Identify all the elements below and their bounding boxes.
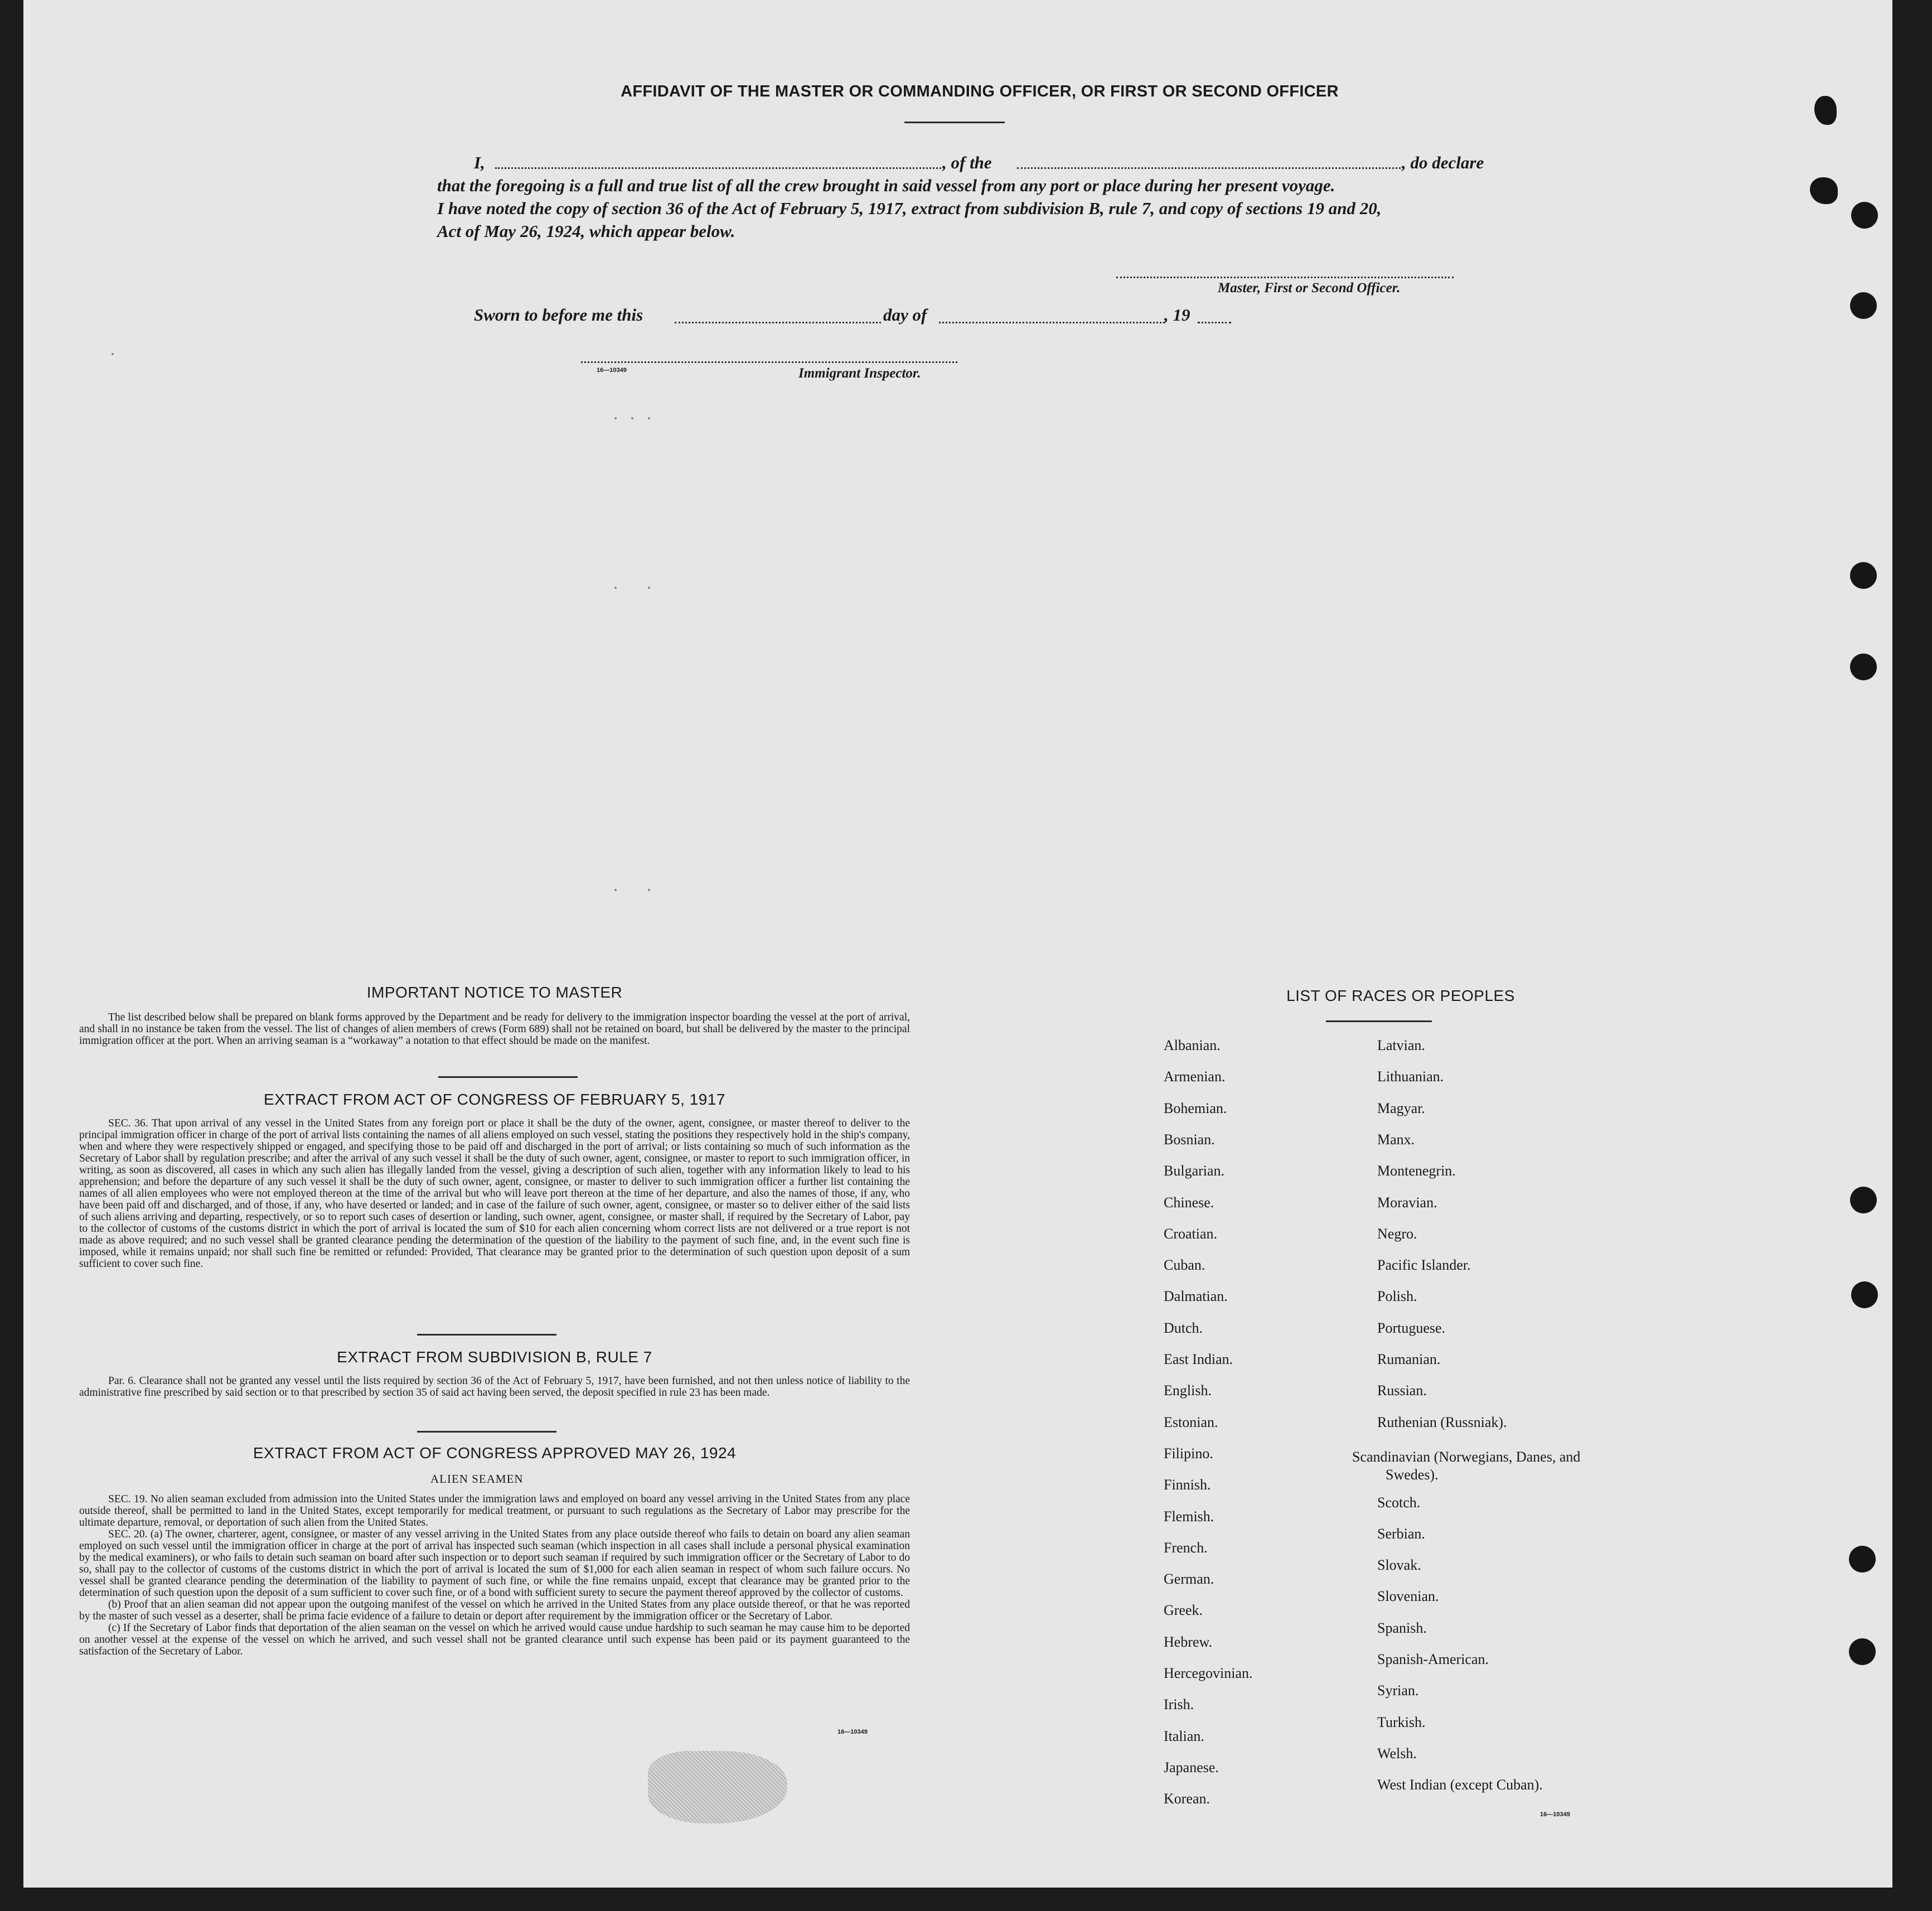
rule-7-title: EXTRACT FROM SUBDIVISION B, RULE 7 <box>337 1348 652 1366</box>
race-item: Irish. <box>1164 1696 1194 1713</box>
ink-blot <box>1814 96 1837 125</box>
speck <box>614 417 617 419</box>
sworn-year-field[interactable] <box>1198 322 1231 323</box>
extract-1924-text <box>79 1493 910 1657</box>
race-item: Finnish. <box>1164 1477 1211 1493</box>
binder-hole <box>1850 1187 1877 1213</box>
affidavit-line-2: that the foregoing is a full and true list of all the crew brought in said vessel from any port or place during her present voyage. <box>437 176 1335 195</box>
race-item: East Indian. <box>1164 1351 1233 1367</box>
sworn-month-field[interactable] <box>939 322 1165 323</box>
race-item: Turkish. <box>1377 1714 1426 1730</box>
sworn-prefix: Sworn to before me this <box>474 305 643 325</box>
race-item: Portuguese. <box>1377 1319 1446 1336</box>
race-item: Hebrew. <box>1164 1633 1213 1650</box>
race-item: Japanese. <box>1164 1759 1219 1775</box>
race-item: Latvian. <box>1377 1037 1425 1053</box>
race-item: Dutch. <box>1164 1319 1203 1336</box>
race-item: Spanish. <box>1377 1619 1427 1636</box>
race-item: Serbian. <box>1377 1525 1425 1542</box>
binder-hole <box>1850 654 1877 680</box>
race-item: Flemish. <box>1164 1508 1214 1525</box>
document-page <box>23 0 1892 1888</box>
section-rule <box>417 1334 556 1336</box>
extract-1917-text <box>79 1117 910 1270</box>
race-item: Slovenian. <box>1377 1588 1439 1605</box>
race-item: Spanish-American. <box>1377 1651 1489 1667</box>
race-item: Italian. <box>1164 1728 1204 1744</box>
section-rule <box>438 1076 578 1078</box>
races-title: LIST OF RACES OR PEOPLES <box>1286 987 1515 1004</box>
race-item: Slovak. <box>1377 1557 1421 1574</box>
rule-7-text <box>79 1375 910 1399</box>
sec-36-paragraph: SEC. 36. That upon arrival of any vessel in the United States from any foreign port or place it shall be the duty of the owner, agent, consignee, or master thereof to deliver to the principal immigration officer in charge of the port of arrival lists containing the names of all aliens employed on such vessel, stating the positions they respectively hold in the ship's company, when and where they were respectively shipped or engaged, and specifying those to be paid off and discharged in the port of arrival; or lists containing so much of such information as the Secretary of Labor shall by regulation prescribe; and after the arrival of any such vessel it shall be the duty of such owner, agent, consignee, or master to report to such immigration officer, in writing, as soon as discovered, all cases in which any such alien has illegally landed from the vessel, giving a description of such alien, together with any information likely to lead to his apprehension; and before the departure of any such vessel it shall be the duty of such owner, agent, consignee, or master to deliver to such immigration officer a further list containing the names of all alien employees who were not employed thereon at the time of the arrival but who will leave port thereon at the time of her departure, and also the names of those, if any, who have been paid off and discharged, and of those, if any, who have deserted or landed; and in case of the failure of such owner, agent, consignee, or master so to deliver either of the said lists of such aliens arriving and departing, respectively, or so to report such cases of desertion or landing, such owner, agent, consignee, or master shall, if required by the Secretary of Labor, pay to the collector of customs of the customs district in which the port of arrival is located the sum of $10 for each alien concerning whom correct lists are not delivered or a true report is not made as above required; and no such vessel shall be granted clearance pending the determination of the question of the liability to the payment of such fine, and, in the event such fine is imposed, while it remains unpaid; nor shall such fine be remitted or refunded: Provided, That clearance may be granted prior to the determination of such question upon deposit of a sum sufficient to cover such fine. <box>79 1117 910 1270</box>
notice-title: IMPORTANT NOTICE TO MASTER <box>366 984 623 1001</box>
extract-1924-title: EXTRACT FROM ACT OF CONGRESS APPROVED MAY 26, 1924 <box>253 1444 737 1462</box>
binder-hole <box>1850 292 1877 319</box>
par-6-paragraph: Par. 6. Clearance shall not be granted any vessel until the lists required by section 36 of the Act of February 5, 1917, have been furnished, and not then unless notice of liability to the administrative fine prescribed by said section or to that prescribed by section 35 of said act having been served, the deposit specified in rule 23 has been made. <box>79 1375 910 1399</box>
affidavit-declare: , do declare <box>1402 153 1484 172</box>
race-item: Lithuanian. <box>1377 1068 1444 1085</box>
inspector-signature-line[interactable] <box>581 361 957 363</box>
speck <box>631 417 633 419</box>
sec-19-paragraph: SEC. 19. No alien seaman excluded from admission into the United States under the immigration laws and employed on board any vessel arriving in the United States from any place outside thereof, shall be permitted to land in the United States, except temporarily for medical treatment, or pursuant to such regulations as the Secretary of Labor may prescribe for the ultimate departure, removal, or deportation of such alien from the United States. <box>79 1493 910 1528</box>
speck <box>648 587 650 589</box>
affidavit-line-4: Act of May 26, 1924, which appear below. <box>437 221 735 241</box>
ink-blot <box>1810 177 1838 204</box>
affidavit-title: AFFIDAVIT OF THE MASTER OR COMMANDING OFFICER, OR FIRST OR SECOND OFFICER <box>621 83 1339 100</box>
sec-20a-paragraph: SEC. 20. (a) The owner, charterer, agent, consignee, or master of any vessel arriving in the United States from any place outside thereof who fails to detain on board any alien seaman employed on such vessel until the immigration officer in charge at the port of arrival has inspected such seaman (which inspection in all cases shall include a personal physical examination by the medical examiners), or who fails to detain such seaman on board after such inspection or to deport such seaman if required by such immigration officer or the Secretary of Labor to do so, shall pay to the collector of customs of the customs district in which the port of arrival is located the sum of $1,000 for each alien seaman in respect of whom such failure occurs. No vessel shall be granted clearance pending the determination of the liability to payment of such fine, or while the fine remains unpaid, except that clearance may be granted prior to the determination of such question upon the deposit of a sum sufficient to cover such fine, or of a bond with sufficient surety to secure the payment thereof approved by the collector of customs. <box>79 1528 910 1599</box>
race-item: English. <box>1164 1382 1212 1399</box>
race-item: Russian. <box>1377 1382 1427 1399</box>
race-item: Scotch. <box>1377 1494 1421 1511</box>
sec-20c-paragraph: (c) If the Secretary of Labor finds that deportation of the alien seaman on the vessel on which he arrived would cause undue hardship to such seaman he may cause him to be deported on another vessel at the expense of the vessel on which he arrived, and such vessel shall not be granted clearance until such expense has been paid or its payment guaranteed to the satisfaction of the Secretary of Labor. <box>79 1622 910 1657</box>
race-item: Rumanian. <box>1377 1351 1441 1367</box>
binder-hole <box>1849 1638 1876 1665</box>
race-item: West Indian (except Cuban). <box>1377 1777 1543 1793</box>
affidavit-line-3: I have noted the copy of section 36 of the Act of February 5, 1917, extract from subdivision B, rule 7, and copy of sections 19 and 20, <box>437 199 1382 218</box>
affidavit-form-number: 16—10349 <box>597 367 627 374</box>
race-item: Korean. <box>1164 1791 1210 1807</box>
race-item: Dalmatian. <box>1164 1288 1228 1305</box>
race-item: Hercegovinian. <box>1164 1665 1253 1681</box>
speck <box>648 417 650 419</box>
binder-hole <box>1849 1546 1876 1573</box>
inspector-label: Immigrant Inspector. <box>798 366 921 381</box>
race-item: Scandinavian (Norwegians, Danes, and Swedes). <box>1352 1448 1581 1483</box>
section-rule <box>417 1431 556 1433</box>
race-item: Ruthenian (Russniak). <box>1377 1414 1507 1430</box>
notice-paragraph: The list described below shall be prepared on blank forms approved by the Department and be ready for delivery to the immigration inspector boarding the vessel at the port of arrival, and shall in no instance be taken from the vessel. The list of changes of alien members of crews (Form 689) shall not be retained on board, but shall be delivered by the master to the principal immigration officer at the port. When an arriving seaman is a “workaway” a notation to that effect should be made on the manifest. <box>79 1012 910 1047</box>
speck <box>614 889 617 891</box>
race-item: Negro. <box>1377 1225 1417 1242</box>
race-item: Chinese. <box>1164 1194 1214 1211</box>
races-form-number: 16—10349 <box>1540 1811 1570 1818</box>
race-item: Polish. <box>1377 1288 1417 1305</box>
race-item: Pacific Islander. <box>1377 1257 1471 1274</box>
signature-line[interactable] <box>1116 277 1454 278</box>
title-rule <box>904 122 1005 123</box>
race-item: Syrian. <box>1377 1682 1419 1699</box>
sworn-day-label: day of <box>883 305 927 325</box>
race-item: Moravian. <box>1377 1194 1437 1211</box>
binder-hole <box>1850 562 1877 589</box>
race-item: Filipino. <box>1164 1445 1213 1462</box>
sworn-day-field[interactable] <box>675 322 881 323</box>
race-item: Manx. <box>1377 1131 1415 1148</box>
races-rule <box>1326 1020 1432 1022</box>
race-item: Bulgarian. <box>1164 1163 1225 1179</box>
smudge <box>648 1751 787 1823</box>
speck <box>614 587 617 589</box>
speck <box>648 889 650 891</box>
notice-text <box>79 1012 910 1047</box>
sworn-year-label: , 19 <box>1164 305 1190 325</box>
alien-seamen-subtitle: ALIEN SEAMEN <box>430 1472 524 1486</box>
vessel-field[interactable] <box>1017 167 1401 169</box>
binder-hole <box>1851 202 1878 229</box>
race-item: Bosnian. <box>1164 1131 1215 1148</box>
sec-20b-paragraph: (b) Proof that an alien seaman did not appear upon the outgoing manifest of the vessel on which he arrived in the United States from any place outside thereof, or that he was reported by the master of such vessel as a deserter, shall be prima facie evidence of a failure to detain or deport after requirement by the immigration officer or the Secretary of Labor. <box>79 1599 910 1622</box>
race-item: Croatian. <box>1164 1225 1218 1242</box>
affidavit-i: I, <box>474 153 485 172</box>
race-item: Estonian. <box>1164 1414 1218 1430</box>
race-item: Montenegrin. <box>1377 1163 1456 1179</box>
extract-form-number: 16—10349 <box>837 1729 868 1735</box>
speck <box>112 353 114 355</box>
affidavit-of-the: , of the <box>942 153 992 172</box>
name-field[interactable] <box>495 167 941 169</box>
binder-hole <box>1851 1281 1878 1308</box>
signature-label: Master, First or Second Officer. <box>1218 280 1401 296</box>
race-item: French. <box>1164 1539 1208 1556</box>
race-item: Armenian. <box>1164 1068 1226 1085</box>
race-item: Bohemian. <box>1164 1100 1227 1116</box>
race-item: Albanian. <box>1164 1037 1221 1053</box>
race-item: Cuban. <box>1164 1257 1205 1274</box>
extract-1917-title: EXTRACT FROM ACT OF CONGRESS OF FEBRUARY 5, 1917 <box>264 1091 725 1108</box>
race-item: Greek. <box>1164 1602 1203 1619</box>
race-item: Magyar. <box>1377 1100 1425 1116</box>
race-item: Welsh. <box>1377 1745 1417 1762</box>
race-item: German. <box>1164 1571 1214 1588</box>
